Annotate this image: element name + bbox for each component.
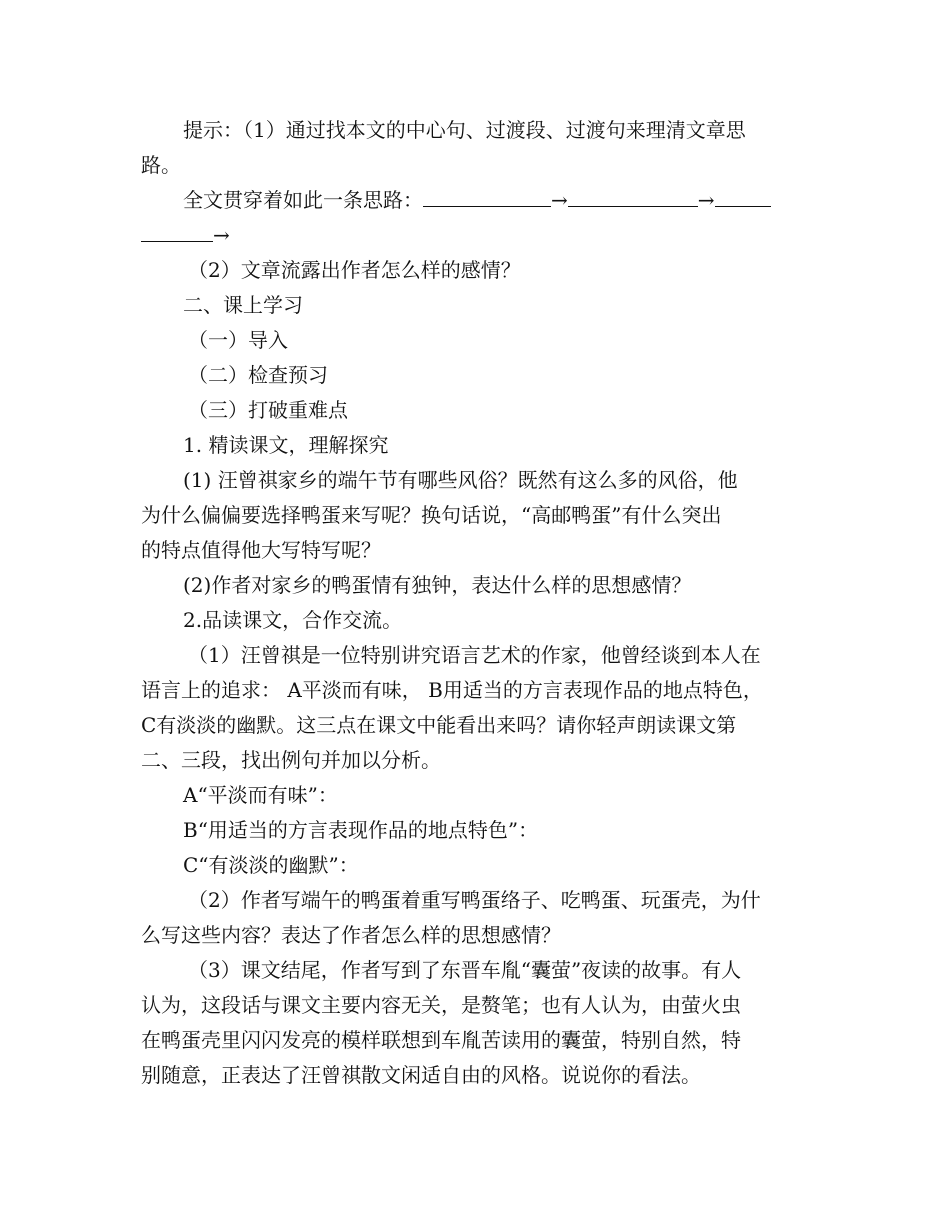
reading-question-1-line-4: 二、三段，找出例句并加以分析。 bbox=[141, 748, 441, 772]
hint-line-1: 提示：（1）通过找本文的中心句、过渡段、过渡句来理清文章思 bbox=[183, 118, 746, 142]
answer-prompt-b: B“用适当的方言表现作品的地点特色”： bbox=[183, 818, 539, 842]
subsection-difficulties: （三）打破重难点 bbox=[188, 398, 348, 422]
question-1-line-2: 为什么偏偏要选择鸭蛋来写呢？换句话说，“高邮鸭蛋”有什么突出 bbox=[141, 503, 722, 527]
hint-question-2: （2）文章流露出作者怎么样的感情？ bbox=[188, 258, 521, 282]
question-1-line-1: (1) 汪曾祺家乡的端午节有哪些风俗？既然有这么多的风俗，他 bbox=[183, 468, 738, 492]
question-1-line-3: 的特点值得他大写特写呢？ bbox=[141, 538, 381, 562]
subsection-intro: （一）导入 bbox=[188, 328, 288, 352]
item-1-heading: 1. 精读课文，理解探究 bbox=[183, 433, 389, 457]
arrow-3: → bbox=[213, 223, 230, 247]
fill-blank-2[interactable] bbox=[568, 184, 698, 207]
reading-question-2-line-2: 么写这些内容？表达了作者怎么样的思想感情？ bbox=[141, 923, 561, 947]
question-2: (2)作者对家乡的鸭蛋情有独钟，表达什么样的思想感情？ bbox=[183, 573, 692, 597]
reading-question-3-line-1: （3）课文结尾，作者写到了东晋车胤“囊萤”夜读的故事。有人 bbox=[188, 958, 742, 982]
thought-path-continuation bbox=[141, 218, 813, 253]
reading-question-1-line-2: 语言上的追求： A平淡而有味， B用适当的方言表现作品的地点特色， bbox=[141, 678, 763, 702]
reading-question-2-line-1: （2）作者写端午的鸭蛋着重写鸭蛋络子、吃鸭蛋、玩蛋壳，为什 bbox=[188, 888, 761, 912]
answer-prompt-c: C“有淡淡的幽默”： bbox=[183, 853, 359, 877]
document-body bbox=[141, 113, 813, 1093]
reading-question-3-line-2: 认为，这段话与课文主要内容无关，是赘笔；也有人认为，由萤火虫 bbox=[141, 993, 741, 1017]
arrow-1: → bbox=[551, 188, 568, 212]
fill-blank-3[interactable] bbox=[715, 184, 771, 207]
item-2-heading: 2.品读课文，合作交流。 bbox=[183, 608, 403, 632]
reading-question-3-line-4: 别随意，正表达了汪曾祺散文闲适自由的风格。说说你的看法。 bbox=[141, 1063, 701, 1087]
fill-blank-3-continued[interactable] bbox=[141, 219, 213, 242]
reading-question-3-line-3: 在鸭蛋壳里闪闪发亮的模样联想到车胤苦读用的囊萤，特别自然，特 bbox=[141, 1028, 741, 1052]
hint-line-2: 路。 bbox=[141, 153, 181, 177]
section-heading-2: 二、课上学习 bbox=[183, 293, 303, 317]
subsection-preview-check: （二）检查预习 bbox=[188, 363, 328, 387]
reading-question-1-line-3: C有淡淡的幽默。这三点在课文中能看出来吗？请你轻声朗读课文第 bbox=[141, 713, 737, 737]
reading-question-1-line-1: （1）汪曾祺是一位特别讲究语言艺术的作家，他曾经谈到本人在 bbox=[188, 643, 761, 667]
answer-prompt-a: A“平淡而有味”： bbox=[183, 783, 338, 807]
thought-path-label: 全文贯穿着如此一条思路： bbox=[183, 188, 423, 212]
thought-path-line bbox=[141, 183, 813, 218]
fill-blank-1[interactable] bbox=[423, 184, 551, 207]
arrow-2: → bbox=[697, 188, 715, 212]
